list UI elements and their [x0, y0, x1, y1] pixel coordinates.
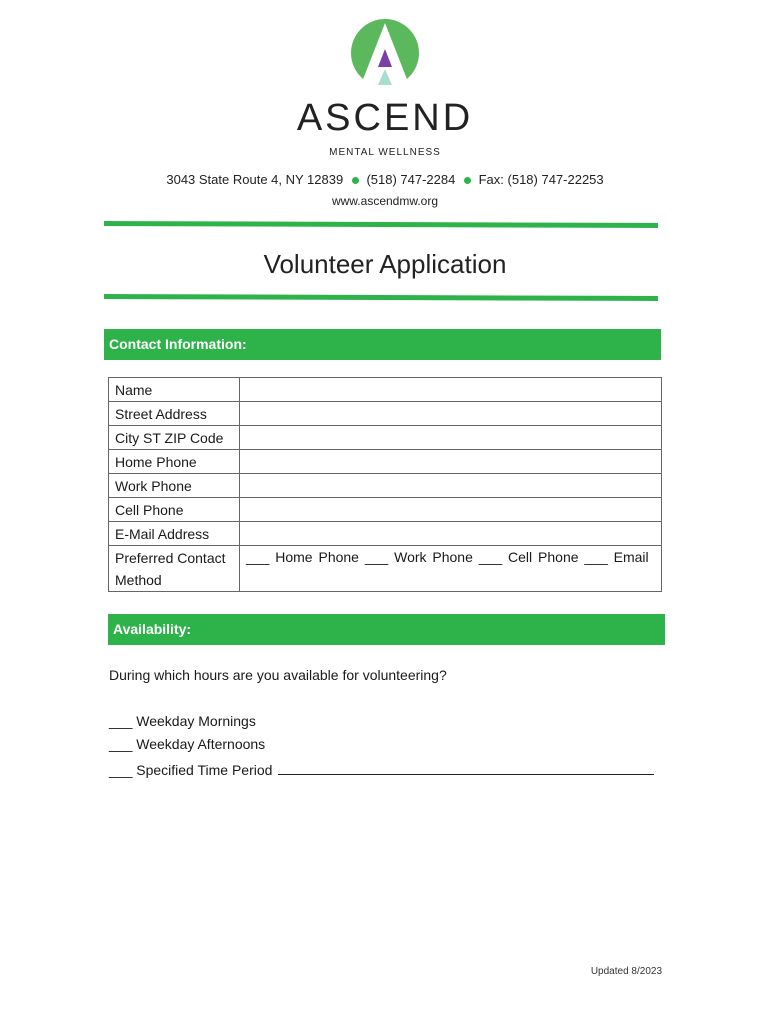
option-specified-time-label: ___ Specified Time Period [109, 762, 273, 778]
home-phone-field[interactable] [240, 450, 662, 474]
table-row [109, 522, 662, 546]
specified-time-input-line[interactable] [278, 760, 654, 775]
contact-table [108, 377, 662, 592]
option-weekday-afternoons[interactable]: ___ Weekday Afternoons [109, 736, 266, 752]
availability-question: During which hours are you available for volunteering? [109, 667, 447, 683]
row-label-email: E-Mail Address [109, 522, 240, 546]
preferred-contact-options[interactable]: ___ Home Phone ___ Work Phone ___ Cell Phone ___ Email [240, 546, 662, 592]
row-label-cell-phone: Cell Phone [109, 498, 240, 522]
street-address-field[interactable] [240, 402, 662, 426]
email-field[interactable] [240, 522, 662, 546]
row-label-city: City ST ZIP Code [109, 426, 240, 450]
ascend-logo-icon [348, 19, 422, 87]
fax: Fax: (518) 747-22253 [478, 172, 604, 187]
row-label-name: Name [109, 378, 240, 402]
option-weekday-mornings[interactable]: ___ Weekday Mornings [109, 713, 256, 729]
address: 3043 State Route 4, NY 12839 [166, 172, 344, 187]
row-label-home-phone: Home Phone [109, 450, 240, 474]
city-zip-field[interactable] [240, 426, 662, 450]
table-row [109, 474, 662, 498]
website[interactable]: www.ascendmw.org [331, 194, 439, 208]
phone: (518) 747-2284 [366, 172, 456, 187]
preferred-label-line2: Method [115, 572, 162, 588]
table-row [109, 378, 662, 402]
row-label-street: Street Address [109, 402, 240, 426]
table-row [109, 402, 662, 426]
page-title: Volunteer Application [263, 249, 507, 279]
bullet-icon [464, 177, 471, 184]
table-row [109, 546, 662, 592]
divider-top [104, 221, 658, 228]
table-row [109, 498, 662, 522]
name-field[interactable] [240, 378, 662, 402]
row-label-work-phone: Work Phone [109, 474, 240, 498]
contact-section-heading: Contact Information: [104, 329, 661, 360]
contact-line [0, 172, 770, 187]
bullet-icon [352, 177, 359, 184]
brand-name: ASCEND [296, 97, 474, 139]
table-row [109, 450, 662, 474]
divider-bottom [104, 294, 658, 301]
table-row [109, 426, 662, 450]
work-phone-field[interactable] [240, 474, 662, 498]
updated-date: Updated 8/2023 [590, 966, 662, 977]
availability-section-heading: Availability: [108, 614, 665, 645]
brand-tagline: MENTAL WELLNESS [329, 147, 441, 158]
option-specified-time[interactable] [109, 760, 654, 778]
preferred-label-line1: Preferred Contact [115, 550, 226, 566]
cell-phone-field[interactable] [240, 498, 662, 522]
row-label-preferred-contact [109, 546, 240, 592]
